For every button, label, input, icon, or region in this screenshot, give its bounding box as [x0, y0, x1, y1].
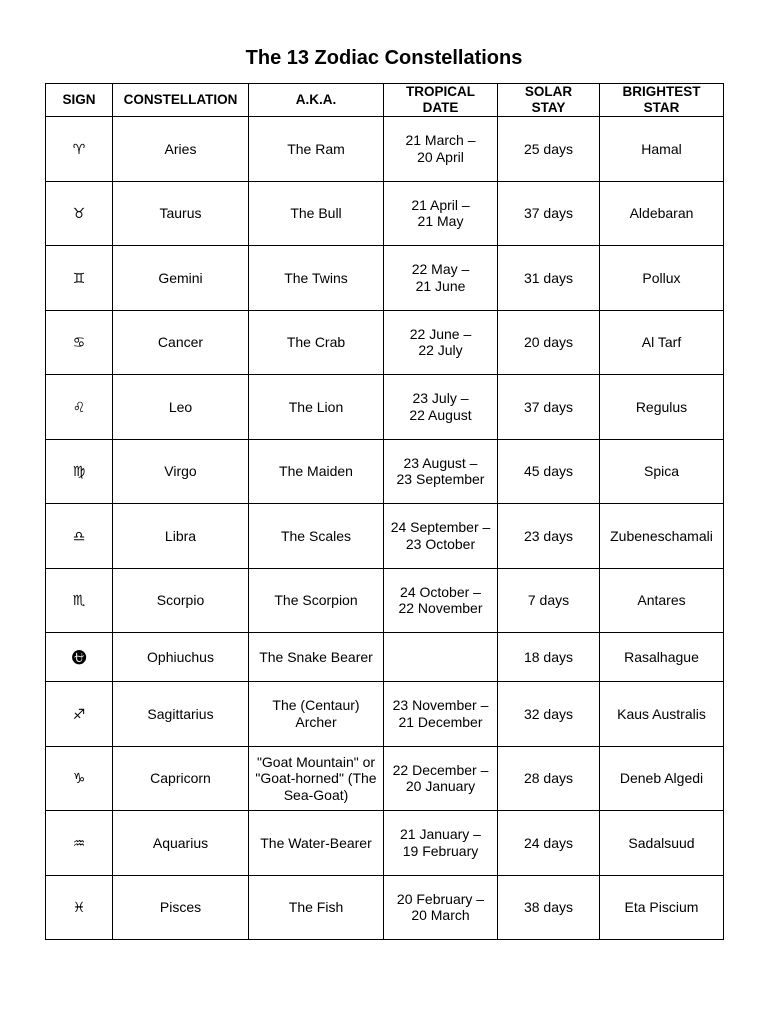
aka-cell: The Ram	[249, 117, 384, 182]
solar-stay-cell: 31 days	[498, 246, 600, 311]
tropical-date-cell: 21 April – 21 May	[384, 181, 498, 246]
brightest-star-cell: Hamal	[600, 117, 724, 182]
constellation-cell: Taurus	[113, 181, 249, 246]
aka-cell: The Lion	[249, 375, 384, 440]
header-solar-stay: SOLAR STAY	[498, 84, 600, 117]
sagittarius-symbol-icon: ♐︎	[46, 682, 113, 747]
tropical-date-cell: 22 June – 22 July	[384, 310, 498, 375]
brightest-star-cell: Deneb Algedi	[600, 746, 724, 811]
brightest-star-cell: Rasalhague	[600, 633, 724, 682]
table-row	[46, 811, 724, 876]
tropical-date-cell: 23 August – 23 September	[384, 439, 498, 504]
constellation-cell: Gemini	[113, 246, 249, 311]
header-tropical-date: TROPICAL DATE	[384, 84, 498, 117]
solar-stay-cell: 18 days	[498, 633, 600, 682]
taurus-symbol-icon: ♉︎	[46, 181, 113, 246]
solar-stay-cell: 32 days	[498, 682, 600, 747]
table-row	[46, 117, 724, 182]
constellation-cell: Sagittarius	[113, 682, 249, 747]
table-row	[46, 568, 724, 633]
aka-cell: The Scorpion	[249, 568, 384, 633]
page-title: The 13 Zodiac Constellations	[245, 47, 523, 69]
tropical-date-cell: 24 October – 22 November	[384, 568, 498, 633]
aquarius-symbol-icon: ♒︎	[46, 811, 113, 876]
tropical-date-cell	[384, 633, 498, 682]
aries-symbol-icon: ♈︎	[46, 117, 113, 182]
brightest-star-cell: Pollux	[600, 246, 724, 311]
tropical-date-cell: 24 September – 23 October	[384, 504, 498, 569]
leo-symbol-icon: ♌︎	[46, 375, 113, 440]
constellation-cell: Aquarius	[113, 811, 249, 876]
aka-cell: The Twins	[249, 246, 384, 311]
solar-stay-cell: 37 days	[498, 181, 600, 246]
solar-stay-cell: 7 days	[498, 568, 600, 633]
brightest-star-cell: Eta Piscium	[600, 875, 724, 940]
table-row	[46, 310, 724, 375]
table-row	[46, 633, 724, 682]
pisces-symbol-icon: ♓︎	[46, 875, 113, 940]
aka-cell: "Goat Mountain" or "Goat-horned" (The Sea-Goat)	[249, 746, 384, 811]
table-row	[46, 375, 724, 440]
aka-cell: The Fish	[249, 875, 384, 940]
table-row	[46, 875, 724, 940]
solar-stay-cell: 37 days	[498, 375, 600, 440]
solar-stay-cell: 25 days	[498, 117, 600, 182]
solar-stay-cell: 28 days	[498, 746, 600, 811]
header-aka: A.K.A.	[249, 84, 384, 117]
constellation-cell: Libra	[113, 504, 249, 569]
constellation-cell: Leo	[113, 375, 249, 440]
table-row	[46, 181, 724, 246]
constellation-cell: Cancer	[113, 310, 249, 375]
table-header-row	[46, 84, 724, 117]
constellation-cell: Pisces	[113, 875, 249, 940]
aka-cell: The Scales	[249, 504, 384, 569]
ophiuchus-symbol-icon: ⛎︎	[46, 633, 113, 682]
tropical-date-cell: 22 December – 20 January	[384, 746, 498, 811]
brightest-star-cell: Kaus Australis	[600, 682, 724, 747]
brightest-star-cell: Aldebaran	[600, 181, 724, 246]
brightest-star-cell: Spica	[600, 439, 724, 504]
tropical-date-cell: 21 March – 20 April	[384, 117, 498, 182]
virgo-symbol-icon: ♍︎	[46, 439, 113, 504]
tropical-date-cell: 23 November – 21 December	[384, 682, 498, 747]
brightest-star-cell: Al Tarf	[600, 310, 724, 375]
constellation-cell: Scorpio	[113, 568, 249, 633]
solar-stay-cell: 24 days	[498, 811, 600, 876]
aka-cell: The (Centaur) Archer	[249, 682, 384, 747]
brightest-star-cell: Regulus	[600, 375, 724, 440]
table-row	[46, 246, 724, 311]
aka-cell: The Water-Bearer	[249, 811, 384, 876]
table-row	[46, 682, 724, 747]
header-brightest-star: BRIGHTEST STAR	[600, 84, 724, 117]
header-sign: SIGN	[46, 84, 113, 117]
zodiac-table	[45, 83, 724, 940]
table-row	[46, 504, 724, 569]
gemini-symbol-icon: ♊︎	[46, 246, 113, 311]
tropical-date-cell: 22 May – 21 June	[384, 246, 498, 311]
solar-stay-cell: 23 days	[498, 504, 600, 569]
brightest-star-cell: Sadalsuud	[600, 811, 724, 876]
constellation-cell: Virgo	[113, 439, 249, 504]
table-row	[46, 439, 724, 504]
solar-stay-cell: 20 days	[498, 310, 600, 375]
cancer-symbol-icon: ♋︎	[46, 310, 113, 375]
capricorn-symbol-icon: ♑︎	[46, 746, 113, 811]
libra-symbol-icon: ♎︎	[46, 504, 113, 569]
aka-cell: The Snake Bearer	[249, 633, 384, 682]
table-row	[46, 746, 724, 811]
solar-stay-cell: 45 days	[498, 439, 600, 504]
aka-cell: The Maiden	[249, 439, 384, 504]
aka-cell: The Crab	[249, 310, 384, 375]
brightest-star-cell: Antares	[600, 568, 724, 633]
constellation-cell: Aries	[113, 117, 249, 182]
tropical-date-cell: 23 July – 22 August	[384, 375, 498, 440]
aka-cell: The Bull	[249, 181, 384, 246]
constellation-cell: Ophiuchus	[113, 633, 249, 682]
solar-stay-cell: 38 days	[498, 875, 600, 940]
tropical-date-cell: 21 January – 19 February	[384, 811, 498, 876]
header-constellation: CONSTELLATION	[113, 84, 249, 117]
brightest-star-cell: Zubeneschamali	[600, 504, 724, 569]
constellation-cell: Capricorn	[113, 746, 249, 811]
scorpio-symbol-icon: ♏︎	[46, 568, 113, 633]
tropical-date-cell: 20 February – 20 March	[384, 875, 498, 940]
